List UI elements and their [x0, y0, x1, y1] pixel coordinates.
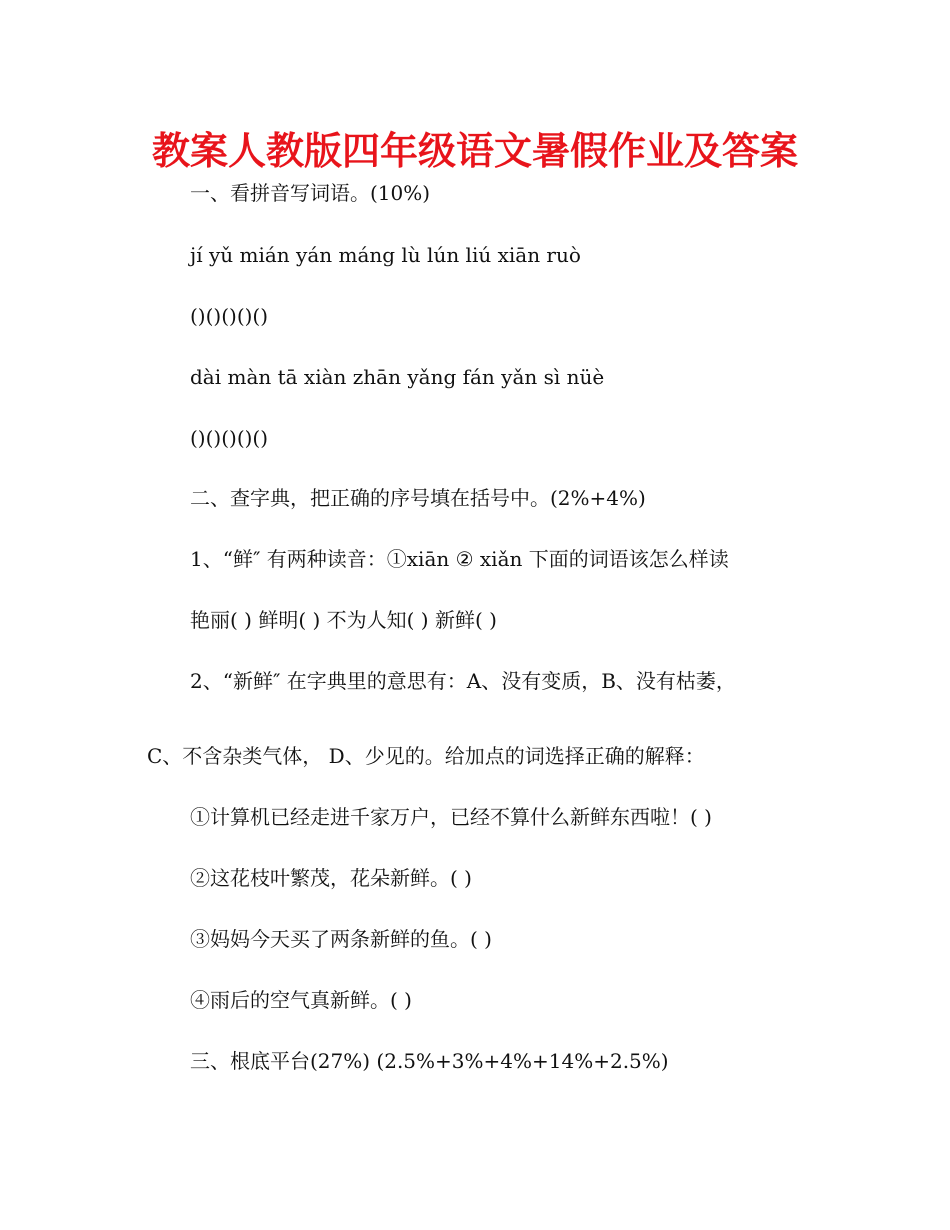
- question-2-item-3: ③妈妈今天买了两条新鲜的鱼。( ): [190, 927, 492, 951]
- pinyin-row-1: jí yǔ mián yán máng lù lún liú xiān ruò: [190, 243, 581, 267]
- question-2-continued: C、不含杂类气体， D、少见的。给加点的词选择正确的解释：: [147, 744, 705, 768]
- pinyin-row-2: dài màn tā xiàn zhān yǎng fán yǎn sì nüè: [190, 365, 605, 389]
- answer-blanks-row-1: ()()()()(): [190, 304, 269, 328]
- section-3-heading: 三、根底平台(27%) (2.5%+3%+4%+14%+2.5%): [190, 1049, 669, 1073]
- question-2-item-4: ④雨后的空气真新鲜。( ): [190, 988, 412, 1012]
- question-2-item-2: ②这花枝叶繁茂，花朵新鲜。( ): [190, 866, 472, 890]
- answer-blanks-row-2: ()()()()(): [190, 426, 269, 450]
- section-1-heading: 一、看拼音写词语。(10%): [190, 181, 431, 205]
- question-1: 1、“鲜″ 有两种读音：①xiān ② xiǎn 下面的词语该怎么样读: [190, 547, 729, 571]
- document-title: 教案人教版四年级语文暑假作业及答案: [151, 129, 798, 173]
- question-1-options: 艳丽( ) 鲜明( ) 不为人知( ) 新鲜( ): [190, 608, 497, 632]
- section-2-heading: 二、查字典，把正确的序号填在括号中。(2%+4%): [190, 486, 646, 510]
- question-2: 2、“新鲜″ 在字典里的意思有：A、没有变质，B、没有枯萎，: [190, 669, 736, 693]
- question-2-item-1: ①计算机已经走进千家万户，已经不算什么新鲜东西啦！( ): [190, 805, 712, 829]
